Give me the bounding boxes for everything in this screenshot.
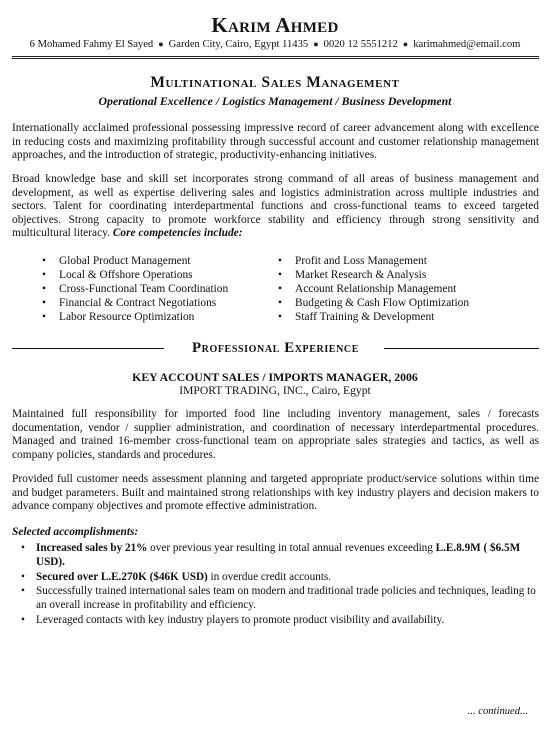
accomplishment-highlight: Secured over L.E.270K ($46K USD) (36, 570, 208, 583)
profile-title: Multinational Sales Management (150, 74, 400, 91)
competency-item: • Market Research & Analysis (268, 268, 469, 282)
job-description-paragraph-1: Maintained full responsibility for imported food line including inventory management, sales / forecasts documentation, vendor / supplier administration, and coordination of necessary interdepartmental procedures. Managed and trained 16-member cross-functional team on appropriate sales strategies and tactics, as well as company policies, standards and procedures. (12, 408, 539, 461)
competency-item: • Budgeting & Cash Flow Optimization (268, 296, 469, 310)
separator-dot: ● (402, 39, 409, 49)
summary-paragraph-2 (12, 173, 539, 241)
summary-paragraph-2-text: Broad knowledge base and skill set incorporates strong command of all areas of business management and development, as well as expertise delivering sales and logistics administration across multiple industries and sectors. Talent for coordinating interdepartmental functions and cross-functional teams to exceed targeted objectives. Strong capacity to promote workforce stability and efficiency through strong sensitivity and multicultural literacy. (12, 173, 539, 240)
separator-dot: ● (313, 39, 319, 49)
accomplishment-text: over previous year resulting in total annual revenues exceeding (147, 542, 436, 554)
competency-item: • Labor Resource Optimization (32, 310, 228, 324)
accomplishment-item (12, 614, 539, 628)
competency-item: • Local & Offshore Operations (32, 268, 228, 282)
contact-line (0, 39, 550, 50)
profile-subtitle: Operational Excellence / Logistics Management / Business Development (98, 94, 452, 108)
candidate-name: Karim Ahmed (211, 13, 339, 37)
accomplishment-item (12, 585, 539, 613)
email: karimahmed@email.com (413, 39, 521, 50)
continued-note: ... continued... (467, 706, 528, 717)
accomplishments-list (12, 542, 539, 629)
competencies-right-list (268, 254, 469, 324)
header-rule-double (12, 58, 539, 59)
accomplishment-item (12, 542, 539, 570)
competency-item: • Cross-Functional Team Coordination (32, 282, 228, 296)
phone: 0020 12 5551212 (323, 39, 398, 50)
accomplishment-text: Successfully trained international sales team on modern and traditional trade policies and techniques, leading to an overall increase in profitability and efficiency. (36, 585, 536, 612)
address: 6 Mohamed Fahmy El Sayed (29, 39, 154, 50)
accomplishments-heading: Selected accomplishments: (12, 526, 139, 538)
competency-item: • Staff Training & Development (268, 310, 469, 324)
competency-item: • Profit and Loss Management (268, 254, 469, 268)
job-title: KEY ACCOUNT SALES / IMPORTS MANAGER, 2006 (132, 370, 418, 384)
city: Garden City, Cairo, Egypt 11435 (168, 39, 309, 50)
section-heading-experience (12, 340, 539, 358)
competencies-left-list (32, 254, 228, 324)
separator-dot: ● (158, 39, 164, 49)
accomplishment-highlight-2: L.E.8.9M ( $6.5M USD). (36, 542, 521, 568)
company-name: IMPORT TRADING, INC., Cairo, Egypt (179, 384, 371, 397)
accomplishment-text: in overdue credit accounts. (207, 570, 332, 583)
summary-paragraph-1: Internationally acclaimed professional possessing impressive record of career advancement along with excellence in reducing costs and maximizing profitability through successful account and customer relationship management approaches, and the introduction of strategic, productivity-enhancing initiatives. (12, 122, 539, 162)
competency-item: • Financial & Contract Negotiations (32, 296, 228, 310)
accomplishment-item (12, 571, 539, 585)
section-rule-right (384, 348, 539, 349)
section-heading-label: Professional Experience (192, 340, 359, 356)
core-competencies-lead: Core competencies include: (112, 227, 243, 240)
competency-item: • Account Relationship Management (268, 282, 469, 296)
job-description-paragraph-2: Provided full customer needs assessment planning and targeted appropriate product/service solutions within time and budget parameters. Built and maintained strong relationships with key industry players and decision makers to advance company objectives and promote effective administration. (12, 473, 539, 513)
accomplishment-highlight: Increased sales by 21% (36, 542, 148, 554)
accomplishment-text: Leveraged contacts with key industry players to promote product visibility and availability. (36, 613, 445, 626)
header-rule (12, 56, 539, 57)
competency-item: • Global Product Management (32, 254, 228, 268)
